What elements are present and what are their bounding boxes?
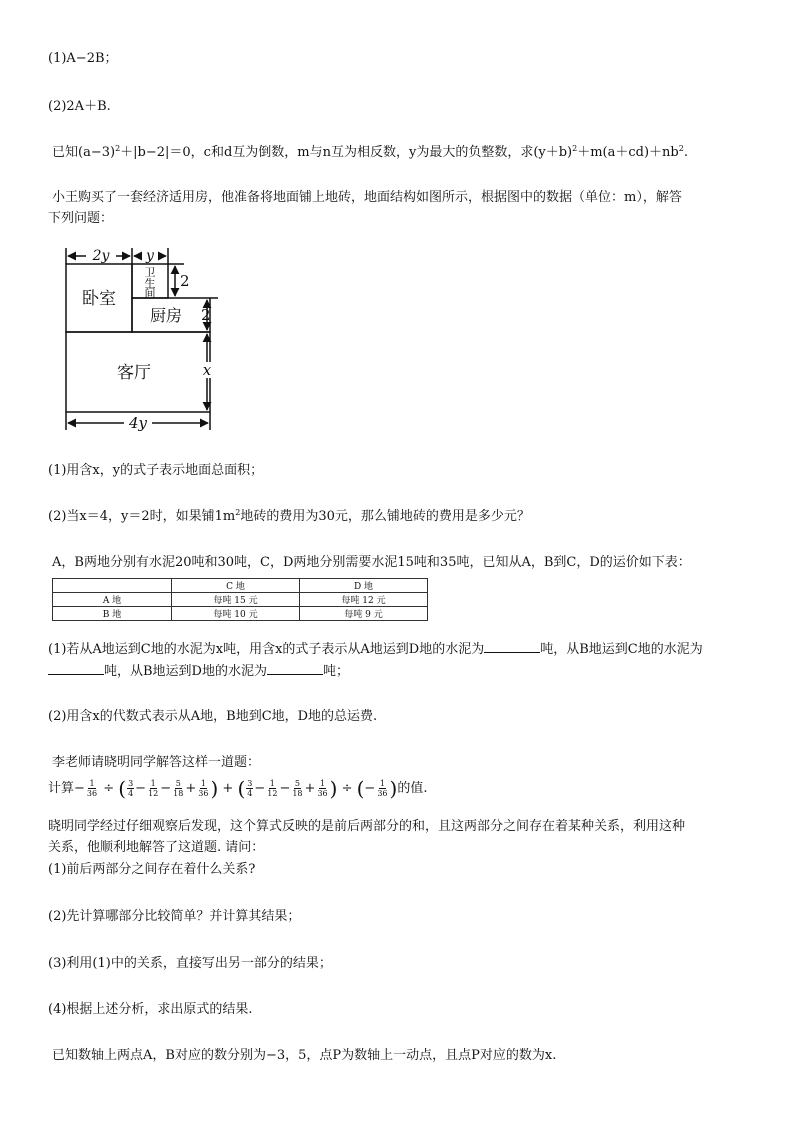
q1-part2: (2)2A＋B. [48, 99, 111, 114]
q5-para-line1: 晓明同学经过仔细观察后发现，这个算式反映的是前后两部分的和，且这两部分之间存在着某种关系，利用这种 [48, 819, 686, 834]
table-cell: D 地 [300, 579, 428, 593]
q3-stem-line1: 小王购买了一套经济适用房，他准备将地面铺上地砖，地面结构如图所示，根据图中的数据（单位：m），解答 [52, 190, 682, 205]
label-4y: 4y [128, 414, 148, 432]
label-2y: 2y [92, 248, 110, 264]
q3-part1: (1)用含x，y的式子表示地面总面积； [48, 463, 264, 478]
q4-part1-line2: 吨，从B地运到D地的水泥为 吨； [48, 662, 349, 681]
q5-part1: (1)前后两部分之间存在着什么关系? [48, 862, 256, 877]
freight-table [52, 578, 428, 621]
dim-bath-label: 2 [180, 272, 190, 290]
kitchen-label: 厨房 [149, 306, 183, 325]
table-cell: C 地 [172, 579, 300, 593]
table-cell: 每吨 12 元 [300, 593, 428, 607]
bedroom-label: 卧室 [82, 289, 116, 309]
table-row [53, 607, 428, 621]
living-label: 客厅 [117, 363, 151, 383]
table-cell [53, 579, 172, 593]
q2-stem: 已知$(a-3)^2+|b-2|=0$，c和d互为倒数，m与n互为相反数，y为最大的负整数，求$(y+b)^2+m(a+cd)+nb^2$. [52, 144, 688, 160]
floor-plan-diagram [58, 244, 218, 434]
q5-part2: (2)先计算哪部分比较简单？并计算其结果； [48, 909, 301, 924]
q3-stem-line2: 下列问题： [48, 211, 114, 226]
q3-part2: (2)当x＝4，y＝2时，如果铺$1m^2$地砖的费用为30元，那么铺地砖的费用是多少元？ [48, 508, 530, 524]
q5-expression: 计算− $\frac{1}{36}$ ÷ ( $\frac{3}{4}$ − $\frac{1}{12}$ − $\frac{5}{18}$ + $\frac{1}{36}$ ) + ( $\frac{3}{4}$ − $\frac{1}{12}$ − $\frac{5}{18}$ + $\frac{1}{36}$ ) ÷ (− $\frac{1}{36}$ )的值. [48, 776, 428, 801]
q5-part3: (3)利用(1)中的关系，直接写出另一部分的结果； [48, 956, 332, 971]
bath-label-2: 生 [144, 277, 156, 290]
table-cell: B 地 [53, 607, 172, 621]
table-row [53, 593, 428, 607]
table-cell: 每吨 9 元 [300, 607, 428, 621]
q1-part1: (1)A−2B； [48, 51, 118, 66]
q6-stem: 已知数轴上两点A，B对应的数分别为−3，5，点P为数轴上一动点，且点P对应的数为x. [52, 1048, 557, 1063]
dim-x-label: x [202, 361, 212, 379]
table-row [53, 579, 428, 593]
q4-part1-line1: (1)若从A地运到C地的水泥为x吨，用含x的式子表示从A地运到D地的水泥为 吨，从B地运到C地的水泥为 [48, 642, 703, 657]
table-cell: 每吨 10 元 [172, 607, 300, 621]
q5-stem: 李老师请晓明同学解答这样一道题： [52, 755, 261, 770]
answer-blank-2[interactable] [48, 662, 104, 675]
q5-para-line2: 关系，他顺利地解答了这道题. 请问： [48, 840, 265, 855]
answer-blank-1[interactable] [484, 640, 540, 653]
q4-stem: A，B两地分别有水泥20吨和30吨，C，D两地分别需要水泥15吨和35吨，已知从A，B到C，D的运价如下表： [52, 555, 691, 570]
table-cell: A 地 [53, 593, 172, 607]
dim-kitchen-label: 2 [201, 306, 211, 324]
q4-part2: (2)用含x的代数式表示从A地，B地到C地，D地的总运费. [48, 709, 378, 724]
table-cell: 每吨 15 元 [172, 593, 300, 607]
q5-part4: (4)根据上述分析，求出原式的结果. [48, 1002, 253, 1017]
answer-blank-3[interactable] [267, 662, 323, 675]
label-y: y [146, 248, 154, 264]
bath-label-3: 间 [144, 287, 156, 300]
bath-label-1: 卫 [144, 266, 156, 279]
